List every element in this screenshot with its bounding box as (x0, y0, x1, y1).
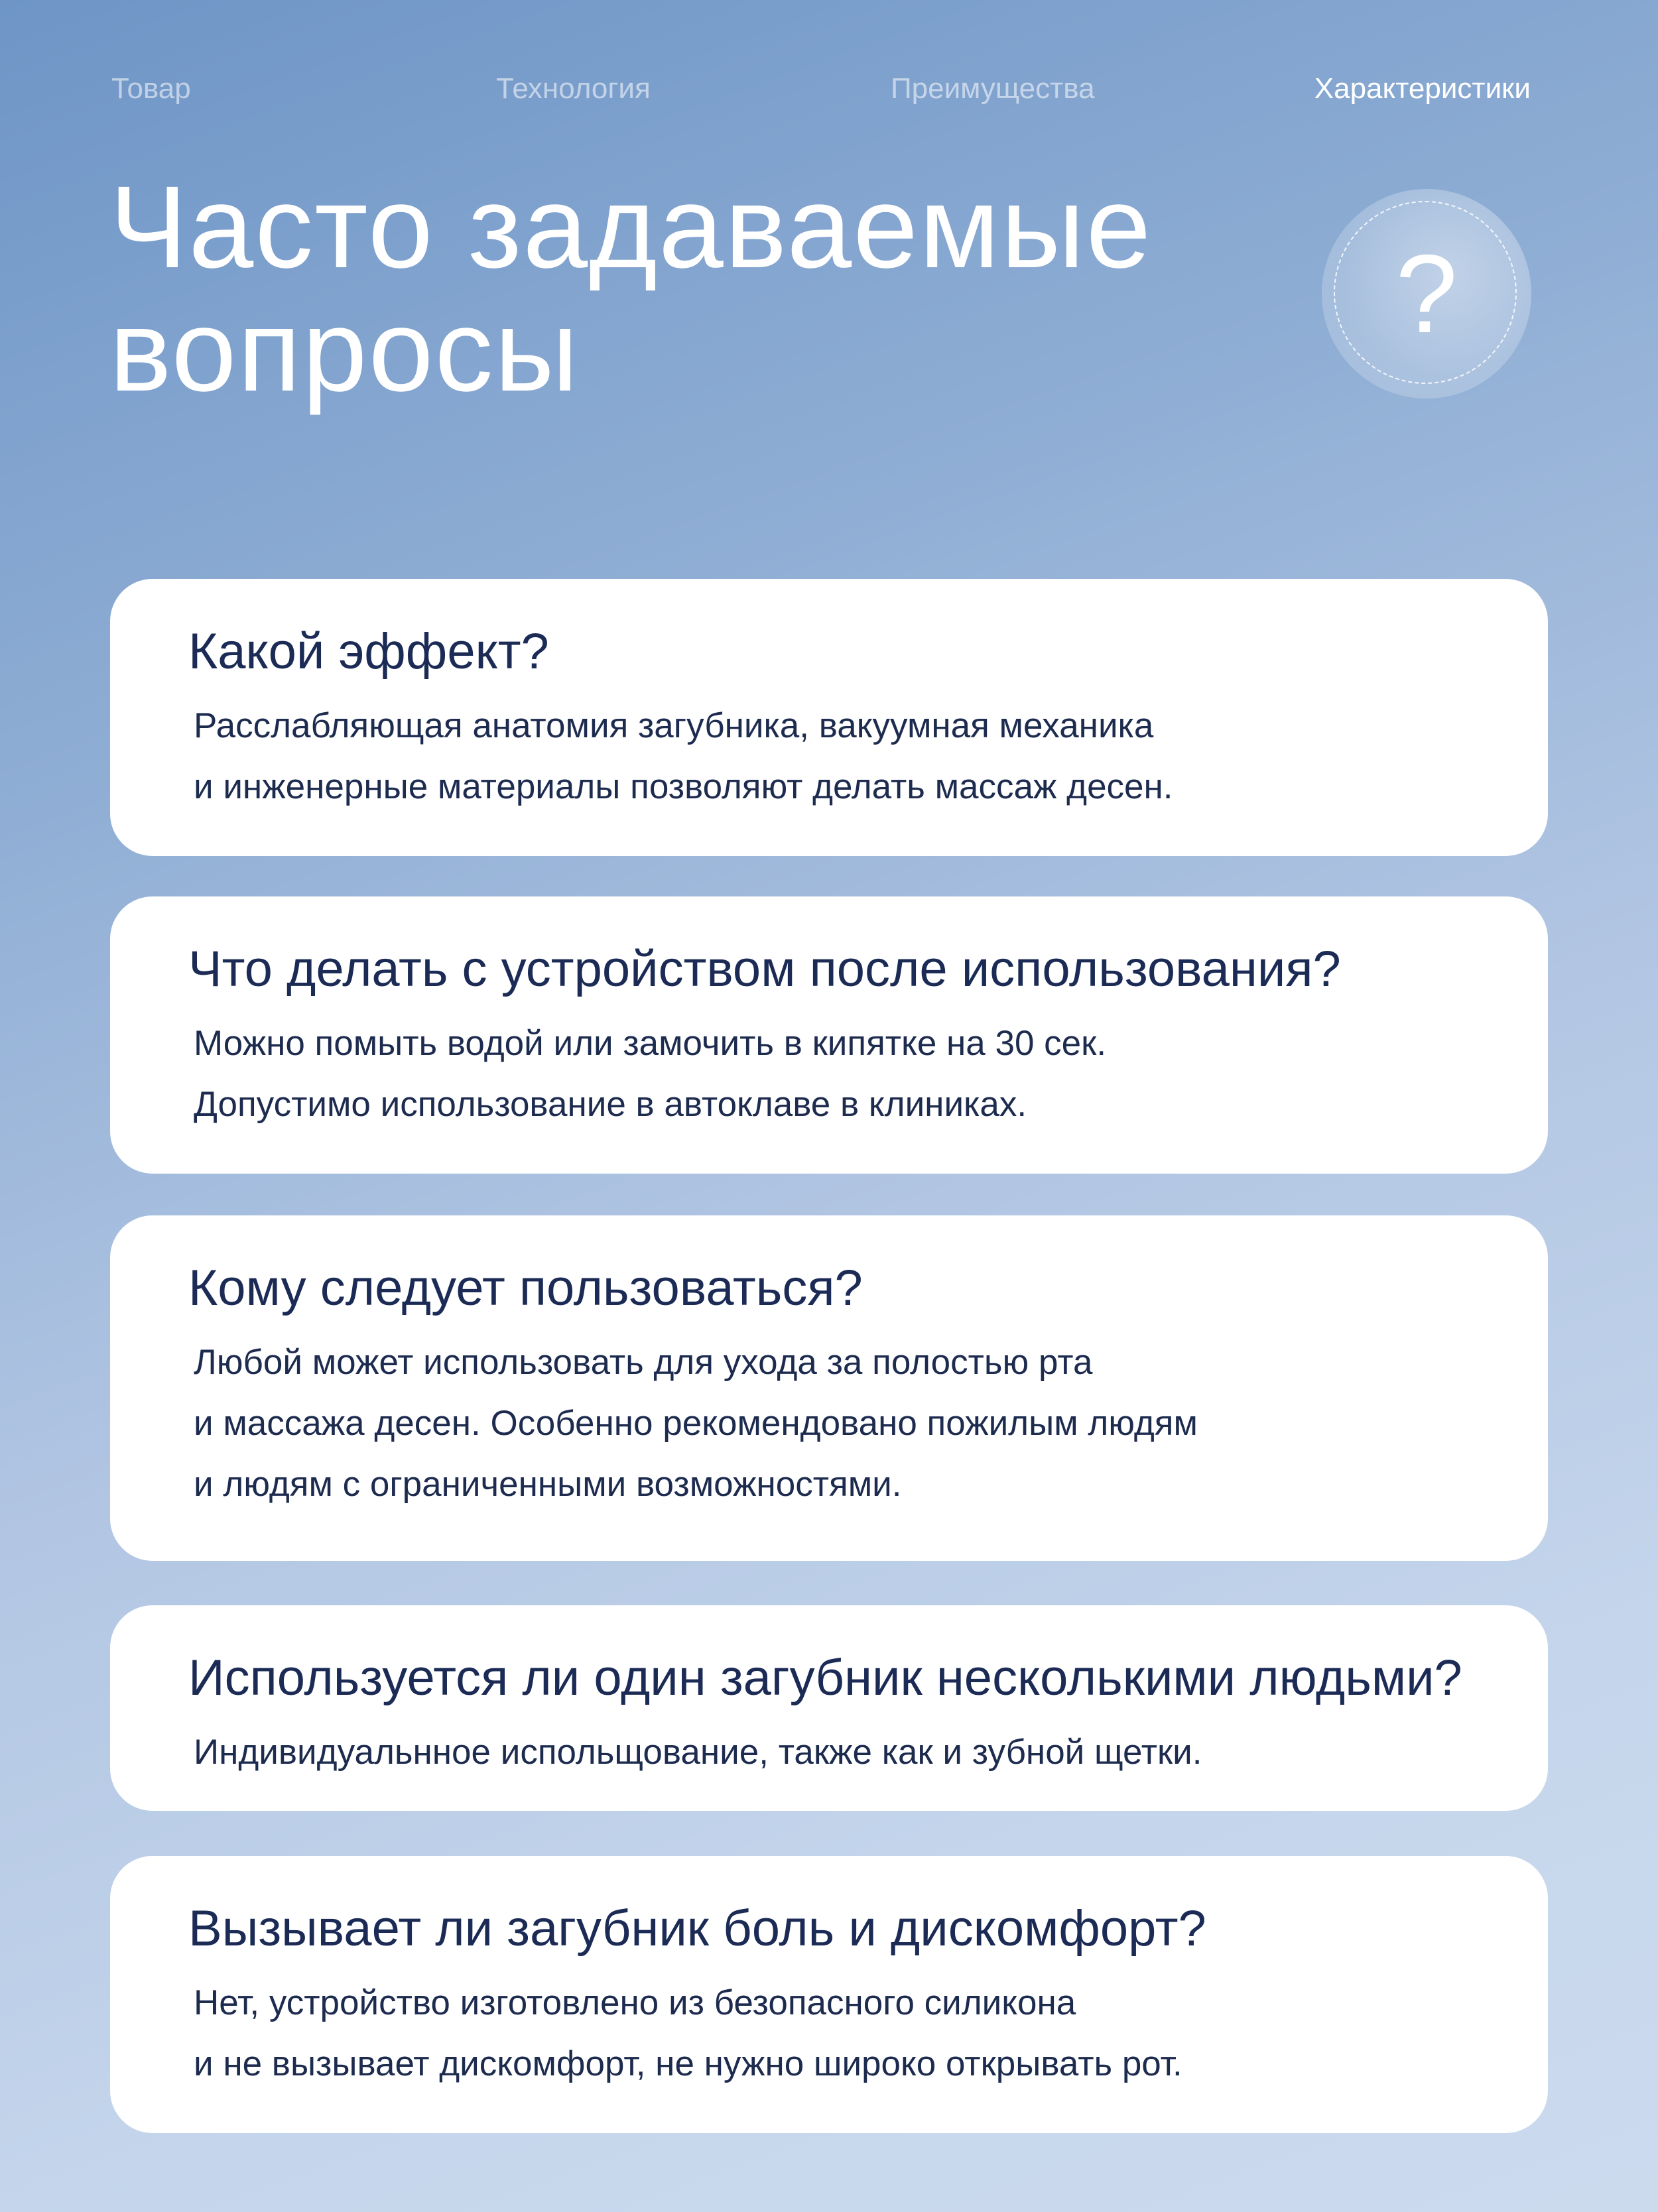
faq-question: Вызывает ли загубник боль и дискомфорт? (188, 1900, 1206, 1957)
faq-question: Кому следует пользоваться? (188, 1260, 863, 1316)
faq-answer-line: Индивидуальнное испольщование, также как и зубной щетки. (194, 1733, 1202, 1772)
faq-question: Что делать с устройством после использования? (188, 941, 1341, 997)
page-title (109, 162, 1153, 416)
page-title-line-1: Часто задаваемые (109, 162, 1153, 292)
faq-answer-line: Допустимо использование в автоклаве в клиниках. (194, 1085, 1027, 1124)
faq-answer-line: и людям с ограниченными возможностями. (194, 1465, 902, 1504)
nav-item-tekhnologiya[interactable]: Технология (496, 72, 651, 105)
faq-answer (194, 1722, 1475, 1783)
faq-answer (194, 696, 1475, 818)
question-badge (1322, 189, 1531, 399)
faq-answer (194, 1013, 1475, 1135)
nav-item-preimushchestva[interactable]: Преимущества (891, 72, 1095, 105)
faq-answer (194, 1973, 1475, 2095)
faq-card (110, 1605, 1548, 1811)
faq-answer-line: и массажа десен. Особенно рекомендовано пожилым людям (194, 1404, 1198, 1443)
page-title-line-2: вопросы (109, 286, 580, 416)
nav-item-kharakteristiki[interactable]: Характеристики (1314, 72, 1531, 105)
faq-answer-line: и инженерные материалы позволяют делать массаж десен. (194, 767, 1173, 806)
faq-card (110, 1215, 1548, 1561)
faq-question: Какой эффект? (188, 623, 549, 680)
top-navigation (111, 69, 1531, 109)
nav-item-tovar[interactable]: Товар (111, 72, 191, 105)
faq-card (110, 1856, 1548, 2133)
faq-answer-line: Нет, устройство изготовлено из безопасного силикона (194, 1983, 1076, 2022)
faq-card (110, 896, 1548, 1174)
faq-answer-line: Можно помыть водой или замочить в кипятке на 30 сек. (194, 1024, 1107, 1063)
faq-card (110, 579, 1548, 856)
faq-answer-line: Любой может использовать для ухода за полостью рта (194, 1343, 1093, 1382)
question-mark-icon: ? (1395, 231, 1458, 356)
faq-answer-line: и не вызывает дискомфорт, не нужно широко открывать рот. (194, 2044, 1182, 2083)
faq-question: Используется ли один загубник несколькими людьми? (188, 1650, 1462, 1706)
faq-answer (194, 1332, 1475, 1515)
faq-answer-line: Расслабляющая анатомия загубника, вакуумная механика (194, 706, 1154, 745)
